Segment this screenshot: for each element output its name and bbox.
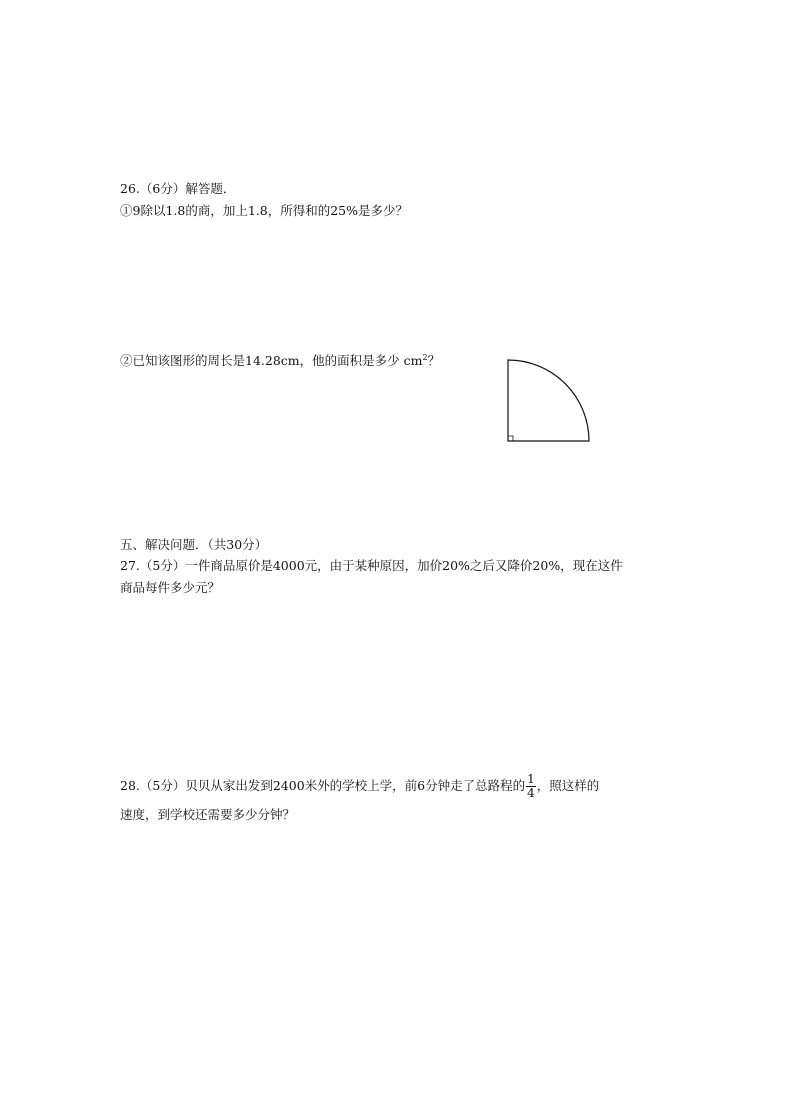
q26-heading: 26.（6分）解答题．: [120, 181, 236, 196]
q27-line1: 27.（5分）一件商品原价是4000元，由于某种原因，加价20%之后又降价20%，现在这件: [120, 558, 623, 573]
q26-part2-text: ②已知该图形的周长是14.28cm，他的面积是多少 cm: [120, 353, 423, 368]
q28-line2: 速度，到学校还需要多少分钟？: [120, 807, 296, 822]
quarter-circle-outline: [508, 360, 589, 441]
q28-line1-text: 28.（5分）贝贝从家出发到2400米外的学校上学，前6分钟走了总路程的: [120, 778, 526, 793]
right-angle-mark: [508, 436, 513, 441]
q26-part1: ①9除以1.8的商，加上1.8，所得和的25%是多少？: [120, 203, 408, 218]
section5-heading: 五、解决问题．（共30分）: [120, 537, 268, 552]
fraction-numerator: 1: [527, 772, 535, 786]
q28-line1-tail: ，照这样的: [536, 778, 600, 793]
q26-part2: [120, 350, 440, 369]
fraction-denominator: 4: [527, 786, 535, 800]
q26-part2-superscript: 2: [422, 353, 428, 362]
quarter-circle-figure: [500, 352, 600, 448]
fraction-one-quarter: [526, 773, 536, 800]
q27-line2: 商品每件多少元？: [120, 580, 221, 595]
q28-line1: [120, 773, 599, 800]
q26-part2-question-mark: ？: [427, 353, 441, 368]
